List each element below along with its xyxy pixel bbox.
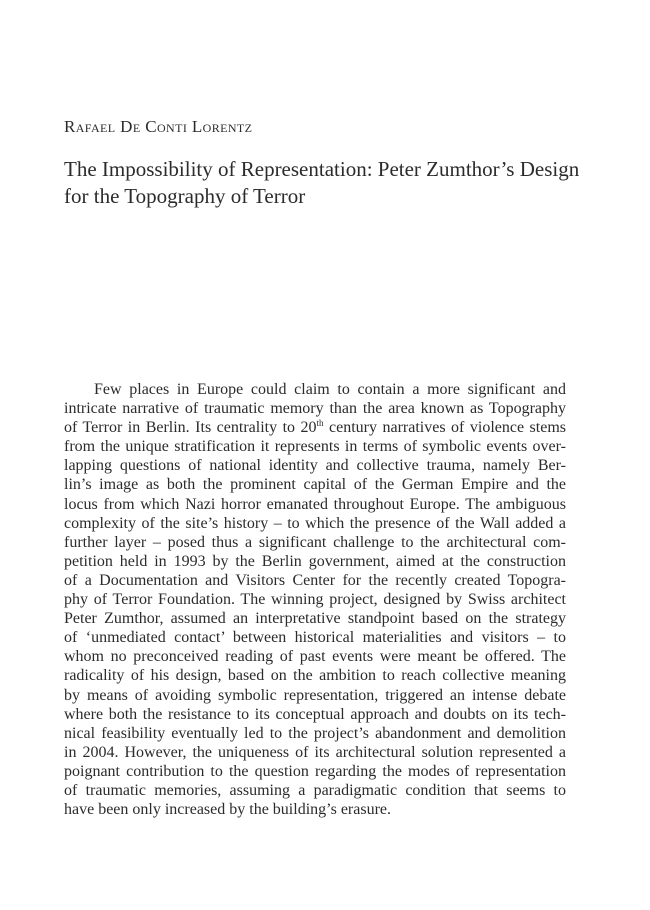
abstract-line xyxy=(64,418,566,437)
abstract-line-part: century narratives of violence stems xyxy=(323,419,567,437)
abstract-line-part: of Terror in Berlin. Its centrality to 20 xyxy=(64,419,317,437)
abstract-line: phy of Terror Foundation. The winning project, designed by Swiss architect xyxy=(64,591,566,609)
abstract-line: where both the resistance to its conceptual approach and doubts on its tech- xyxy=(64,705,566,723)
abstract-line: intricate narrative of traumatic memory than the area known as Topography xyxy=(64,400,566,418)
abstract-line: have been only increased by the building’s erasure. xyxy=(64,801,391,819)
abstract-line: of a Documentation and Visitors Center for the recently created Topogra- xyxy=(64,571,566,589)
abstract-line: of ‘unmediated contact’ between historical materialities and visitors – to xyxy=(64,629,566,647)
abstract-line: in 2004. However, the uniqueness of its architectural solution represented a xyxy=(64,743,566,761)
title-line: for the Topography of Terror xyxy=(64,184,306,208)
abstract-line: radicality of his design, based on the ambition to reach collective meaning xyxy=(64,667,566,685)
abstract-line: of traumatic memories, assuming a paradigmatic condition that seems to xyxy=(64,781,566,799)
author-name: Rafael De Conti Lorentz xyxy=(64,117,253,136)
abstract-line: further layer – posed thus a significant challenge to the architectural com- xyxy=(64,533,566,551)
abstract-paragraph xyxy=(64,380,566,819)
ordinal-superscript: th xyxy=(316,418,324,429)
abstract-line: lin’s image as both the prominent capital of the German Empire and the xyxy=(64,476,566,494)
abstract-line: petition held in 1993 by the Berlin government, aimed at the construction xyxy=(64,552,566,570)
abstract-line: lapping questions of national identity and collective trauma, namely Ber- xyxy=(64,457,566,475)
abstract-line: whom no preconceived reading of past events were meant be offered. The xyxy=(64,648,566,666)
abstract-line: from the unique stratification it represents in terms of symbolic events over- xyxy=(64,438,566,456)
abstract-line: nical feasibility eventually led to the project’s abandonment and demolition xyxy=(64,724,566,742)
abstract-line: locus from which Nazi horror emanated throughout Europe. The ambiguous xyxy=(64,495,566,513)
abstract-line: by means of avoiding symbolic representation, triggered an intense debate xyxy=(64,686,566,704)
abstract-line: poignant contribution to the question regarding the modes of representation xyxy=(64,762,566,780)
abstract-line: complexity of the site’s history – to which the presence of the Wall added a xyxy=(64,514,566,532)
article-title xyxy=(64,156,584,210)
abstract-line: Peter Zumthor, assumed an interpretative standpoint based on the strategy xyxy=(64,610,566,628)
abstract-line: Few places in Europe could claim to contain a more significant and xyxy=(94,381,566,398)
title-line: The Impossibility of Representation: Peter Zumthor’s Design xyxy=(64,157,580,181)
